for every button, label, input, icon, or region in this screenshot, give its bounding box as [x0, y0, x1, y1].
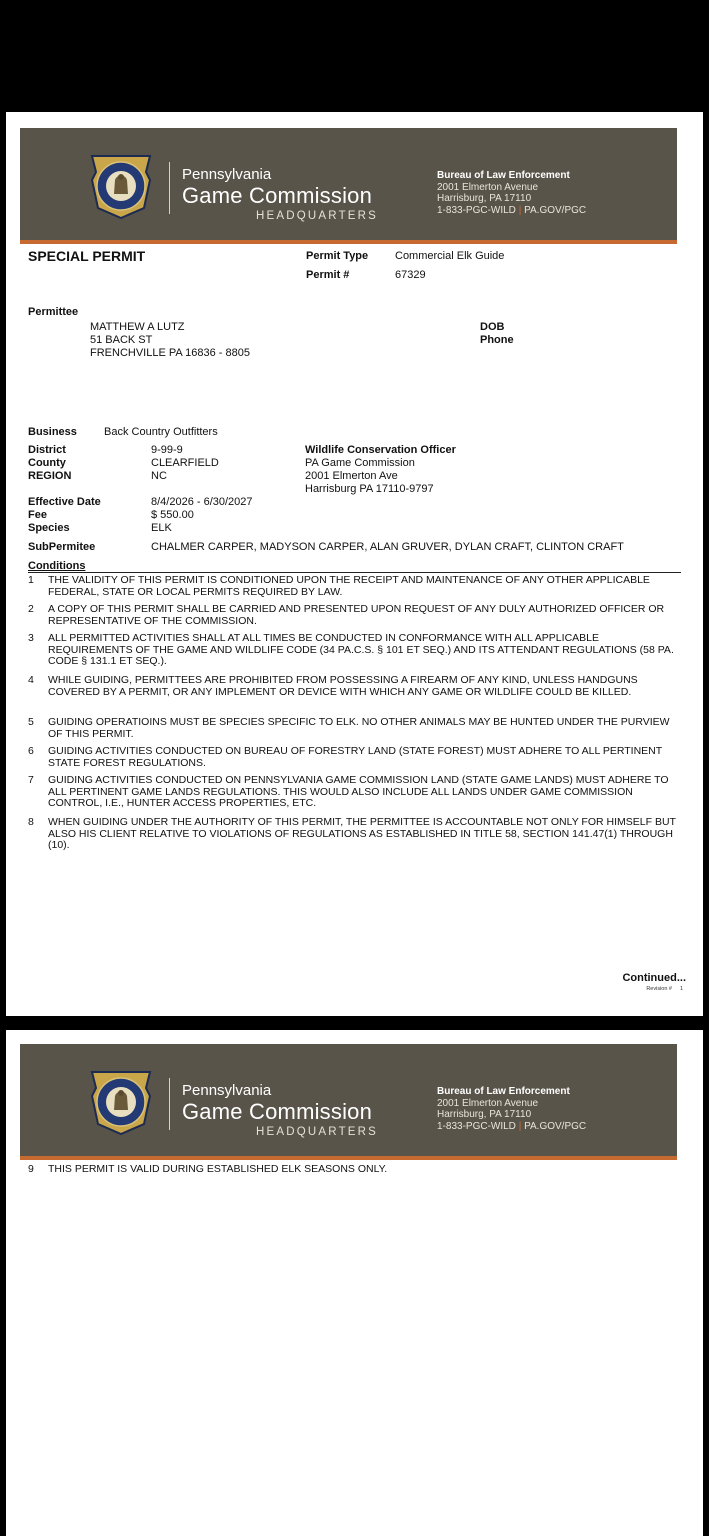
subpermitee-label: SubPermitee: [28, 541, 96, 553]
brand-state: Pennsylvania: [182, 166, 272, 183]
pgc-seal-icon: [86, 150, 156, 220]
region-label: REGION: [28, 470, 72, 482]
condition-number: 1: [28, 574, 34, 586]
species-value: ELK: [151, 522, 172, 534]
brand-divider: [169, 162, 170, 214]
wco-line-2: 2001 Elmerton Ave: [305, 470, 398, 482]
phone-text: 1-833-PGC-WILD: [437, 1120, 516, 1132]
bureau-name: Bureau of Law Enforcement: [437, 170, 570, 181]
condition-text: THE VALIDITY OF THIS PERMIT IS CONDITIONED UPON THE RECEIPT AND MAINTENANCE OF ANY OTHER APPLICABLE FEDERAL, STATE OR LOCAL PERMITS REQUIRED BY LAW.: [48, 574, 650, 598]
county-label: County: [28, 457, 66, 469]
condition-number: 3: [28, 632, 34, 644]
permittee-label: Permittee: [28, 306, 79, 318]
brand-agency: Game Commission: [182, 183, 373, 208]
fee-value: $ 550.00: [151, 509, 194, 521]
effective-date-label: Effective Date: [28, 496, 101, 508]
permit-page-1: [6, 112, 703, 1016]
pgc-seal-icon: [86, 1066, 156, 1136]
brand-agency: Game Commission: [182, 1099, 373, 1124]
permit-number-value: 67329: [395, 269, 426, 281]
condition-number: 2: [28, 603, 34, 615]
condition-text: ALL PERMITTED ACTIVITIES SHALL AT ALL TIMES BE CONDUCTED IN CONFORMANCE WITH ALL APPLICABLE REQUIREMENTS OF THE GAME AND WILDLIFE CODE (34 PA.C.S. § 101 ET SEQ.) AND ITS ATTENDANT REGULATIONS (58 PA. CODE § 131.1 ET SEQ.).: [48, 632, 674, 668]
condition-text: WHEN GUIDING UNDER THE AUTHORITY OF THIS PERMIT, THE PERMITTEE IS ACCOUNTABLE NOT ONLY FOR HIMSELF BUT ALSO HIS CLIENT RELATIVE TO VIOLATIONS OF REGULATIONS AS ESTABLISHED IN TITLE 58, SECTION 141.47(1) THROUGH (10).: [48, 816, 676, 852]
condition-text: GUIDING OPERATIOINS MUST BE SPECIES SPECIFIC TO ELK. NO OTHER ANIMALS MAY BE HUNTED UNDER THE PURVIEW OF THIS PERMIT.: [48, 716, 670, 740]
header-address: [437, 1086, 586, 1132]
condition-number: 9: [28, 1163, 34, 1175]
condition-number: 7: [28, 774, 34, 786]
business-label: Business: [28, 426, 77, 438]
effective-date-value: 8/4/2026 - 6/30/2027: [151, 496, 253, 508]
condition-number: 4: [28, 674, 34, 686]
permit-type-value: Commercial Elk Guide: [395, 250, 505, 262]
district-value: 9-99-9: [151, 444, 183, 456]
brand-hq: HEADQUARTERS: [256, 1126, 379, 1138]
wco-line-1: PA Game Commission: [305, 457, 415, 469]
district-label: District: [28, 444, 66, 456]
condition-number: 8: [28, 816, 34, 828]
separator: |: [518, 1120, 522, 1132]
condition-text: GUIDING ACTIVITIES CONDUCTED ON BUREAU OF FORESTRY LAND (STATE FOREST) MUST ADHERE TO ALL PERTINENT STATE FOREST REGULATIONS.: [48, 745, 662, 769]
phone-label: Phone: [480, 334, 514, 346]
subpermitee-value: CHALMER CARPER, MADYSON CARPER, ALAN GRUVER, DYLAN CRAFT, CLINTON CRAFT: [151, 541, 624, 553]
permittee-street: 51 BACK ST: [90, 334, 153, 346]
contact-line: [437, 1121, 586, 1133]
permittee-name: MATTHEW A LUTZ: [90, 321, 185, 333]
bureau-name: Bureau of Law Enforcement: [437, 1086, 570, 1097]
revision-label: Revision #: [646, 986, 672, 992]
brand-state: Pennsylvania: [182, 1082, 272, 1099]
permit-page-2: [6, 1030, 703, 1536]
species-label: Species: [28, 522, 70, 534]
permit-number-label: Permit #: [306, 269, 350, 281]
condition-text: A COPY OF THIS PERMIT SHALL BE CARRIED AND PRESENTED UPON REQUEST OF ANY DULY AUTHORIZED OFFICER OR REPRESENTATIVE OF THE COMMISSION.: [48, 603, 665, 627]
business-value: Back Country Outfitters: [104, 426, 218, 438]
fee-label: Fee: [28, 509, 47, 521]
condition-number: 5: [28, 716, 34, 728]
county-value: CLEARFIELD: [151, 457, 219, 469]
region-value: NC: [151, 470, 167, 482]
separator: |: [518, 204, 522, 216]
condition-number: 6: [28, 745, 34, 757]
address-line-2: Harrisburg, PA 17110: [437, 1109, 532, 1120]
permit-type-label: Permit Type: [306, 250, 369, 262]
address-line-2: Harrisburg, PA 17110: [437, 193, 532, 204]
condition-text: WHILE GUIDING, PERMITTEES ARE PROHIBITED FROM POSSESSING A FIREARM OF ANY KIND, UNLESS HANDGUNS COVERED BY A PERMIT, OR ANY IMPLEMENT OR DEVICE WITH WHICH ANY GAME OR WILDLIFE COULD BE KILLED.: [48, 674, 638, 698]
conditions-heading: Conditions: [28, 560, 86, 572]
condition-text: GUIDING ACTIVITIES CONDUCTED ON PENNSYLVANIA GAME COMMISSION LAND (STATE GAME LANDS) MUST ADHERE TO ALL PERTINENT GAME LANDS REGULATIONS. THIS WOULD ALSO INCLUDE ALL LANDS UNDER GAME COMMISSION CONTROL, I.E., HUNTER ACCESS PROPERTIES, ETC.: [48, 774, 669, 810]
dob-label: DOB: [480, 321, 505, 333]
phone-text: 1-833-PGC-WILD: [437, 204, 516, 216]
permittee-city: FRENCHVILLE PA 16836 - 8805: [90, 347, 250, 359]
address-line-1: 2001 Elmerton Avenue: [437, 1097, 539, 1109]
wco-line-3: Harrisburg PA 17110-9797: [305, 483, 434, 495]
header-banner: [20, 128, 677, 244]
web-link[interactable]: PA.GOV/PGC: [524, 204, 587, 216]
wco-label: Wildlife Conservation Officer: [305, 444, 456, 456]
permit-title: SPECIAL PERMIT: [28, 248, 146, 264]
revision-number: 1: [679, 986, 683, 992]
header-address: [437, 170, 586, 216]
web-link[interactable]: PA.GOV/PGC: [524, 1120, 587, 1132]
address-line-1: 2001 Elmerton Avenue: [437, 181, 539, 193]
continued-label: Continued...: [622, 972, 686, 984]
brand-divider: [169, 1078, 170, 1130]
header-banner: [20, 1044, 677, 1160]
brand-hq: HEADQUARTERS: [256, 210, 379, 222]
conditions-rule: [28, 572, 681, 573]
condition-text: THIS PERMIT IS VALID DURING ESTABLISHED ELK SEASONS ONLY.: [48, 1163, 388, 1175]
contact-line: [437, 205, 586, 217]
